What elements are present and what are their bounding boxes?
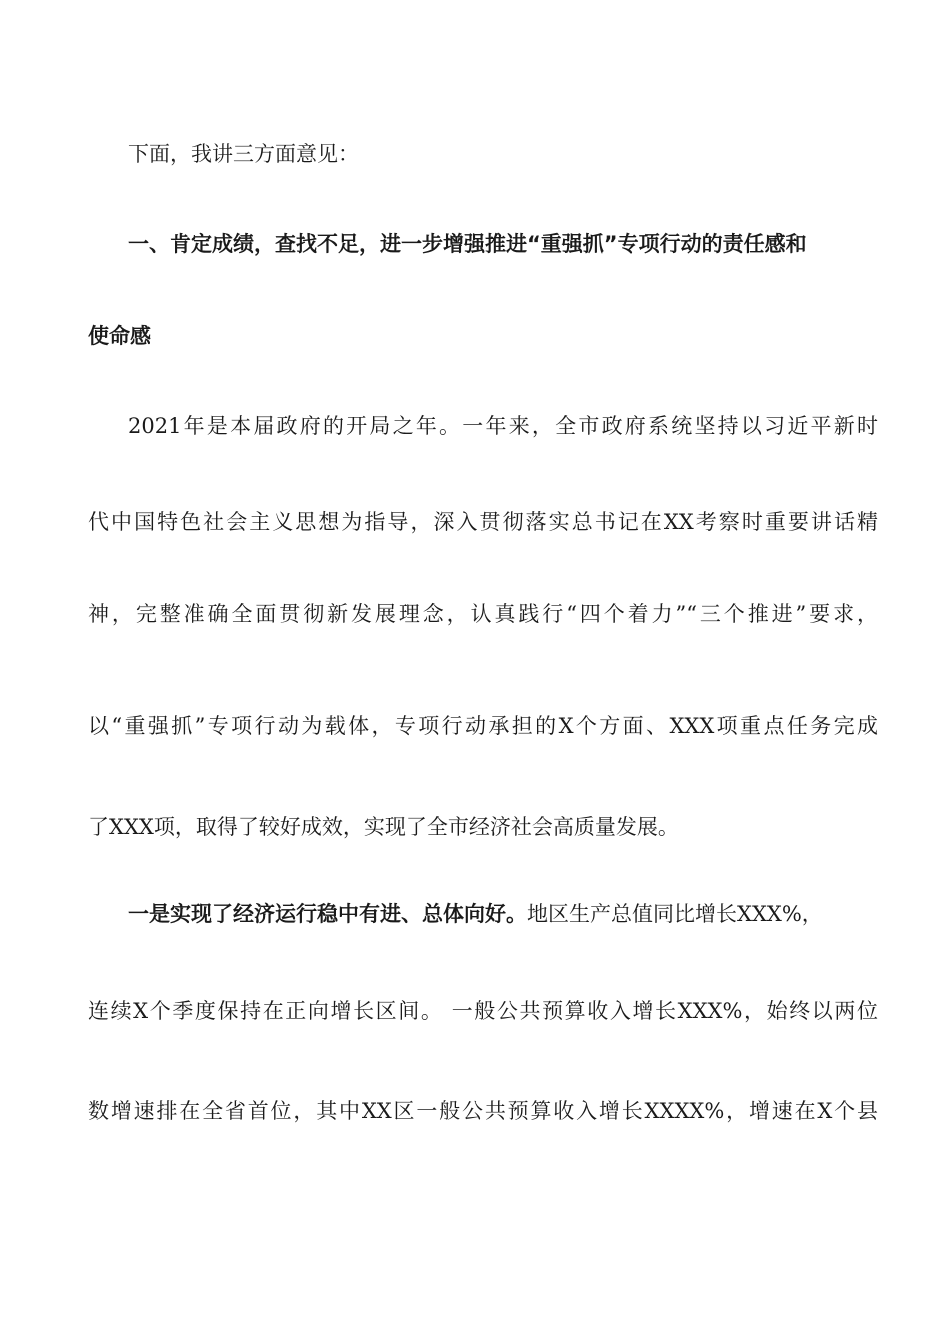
paragraph-1-line-5: 了XXX项，取得了较好成效，实现了全市经济社会高质量发展。 [88,815,679,839]
paragraph-1-line-1: 2021年是本届政府的开局之年。一年来，全市政府系统坚持以习近平新时 [128,414,878,438]
paragraph-1-line-2: 代中国特色社会主义思想为指导，深入贯彻落实总书记在XX考察时重要讲话精 [88,510,878,534]
paragraph-1-line-3: 神，完整准确全面贯彻新发展理念，认真践行“四个着力”“三个推进”要求， [88,602,878,626]
paragraph-2-line-1-rest: 地区生产总值同比增长XXX%， [527,902,823,926]
section-heading-line-1: 一、肯定成绩，查找不足，进一步增强推进“重强抓”专项行动的责任感和 [128,232,807,256]
paragraph-2-line-3: 数增速排在全省首位，其中XX区一般公共预算收入增长XXXX%，增速在X个县 [88,1099,878,1123]
section-heading-line-2: 使命感 [88,324,151,348]
paragraph-2-line-1 [128,899,878,929]
intro-text: 下面，我讲三方面意见： [128,142,359,166]
paragraph-2-lead: 一是实现了经济运行稳中有进、总体向好。 [128,902,527,926]
paragraph-2-line-2: 连续X个季度保持在正向增长区间。 一般公共预算收入增长XXX%，始终以两位 [88,999,878,1023]
paragraph-1-line-4: 以“重强抓”专项行动为载体，专项行动承担的X个方面、XXX项重点任务完成 [88,714,878,738]
